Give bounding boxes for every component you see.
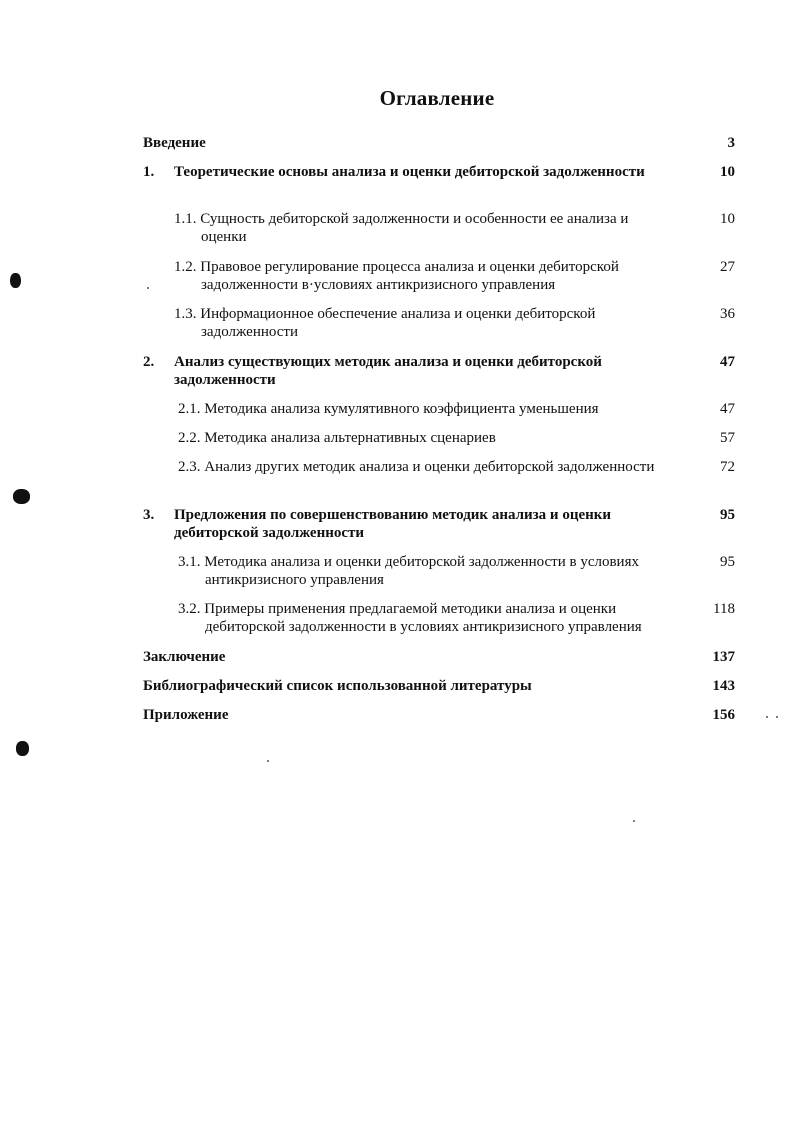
toc-entry-number: 1. xyxy=(143,164,155,180)
toc-entry-title: 3.2. Примеры применения предлагаемой методики анализа и оценки дебиторской задолженности в условиях антикризисного управления xyxy=(178,601,642,635)
toc-entry-introduction[interactable] xyxy=(143,134,735,152)
toc-entry-appendix[interactable] xyxy=(143,706,735,724)
toc-entry-page: 137 xyxy=(712,649,735,665)
toc-entry-section-3-1[interactable] xyxy=(143,553,735,589)
scan-speck xyxy=(776,716,778,718)
toc-entry-title: Библиографический список использованной литературы xyxy=(143,678,532,694)
toc-entry-title: Приложение xyxy=(143,707,229,723)
toc-entry-title: 1.3. Информационное обеспечение анализа и оценки дебиторской задолженности xyxy=(174,306,596,340)
toc-entry-title: 1.1. Сущность дебиторской задолженности и особенности ее анализа и оценки xyxy=(174,211,629,245)
toc-entry-page: 156 xyxy=(712,707,735,723)
toc-entry-title: Предложения по совершенствованию методик анализа и оценки дебиторской задолженности xyxy=(174,507,612,541)
punch-hole-mark xyxy=(13,489,30,504)
toc-entry-title: 2.2. Методика анализа альтернативных сценариев xyxy=(178,430,496,446)
scan-speck xyxy=(267,760,269,762)
toc-entry-page: 143 xyxy=(712,678,735,694)
page-title: Оглавление xyxy=(379,86,495,110)
toc-entry-chapter-1[interactable] xyxy=(143,163,735,181)
toc-entry-section-2-2[interactable] xyxy=(143,429,735,447)
toc-entry-page: 57 xyxy=(720,430,735,446)
toc-entry-section-1-2[interactable] xyxy=(143,258,735,294)
toc-entry-number: 2. xyxy=(143,354,155,370)
punch-hole-mark xyxy=(10,273,21,288)
toc-entry-page: 10 xyxy=(720,211,735,227)
toc-entry-section-3-2[interactable] xyxy=(143,600,735,636)
toc-entry-title: 3.1. Методика анализа и оценки дебиторской задолженности в условиях антикризисного управления xyxy=(178,554,639,588)
toc-entry-page: 95 xyxy=(720,554,735,570)
toc-entry-title: 1.2. Правовое регулирование процесса анализа и оценки дебиторской задолженности в·условиях антикризисного управления xyxy=(174,259,619,293)
toc-entry-chapter-3[interactable] xyxy=(143,506,735,542)
toc-entry-section-2-3[interactable] xyxy=(143,458,735,476)
toc-entry-number: 3. xyxy=(143,507,155,523)
toc-entry-section-1-1[interactable] xyxy=(143,210,735,246)
toc-entry-title: Теоретические основы анализа и оценки дебиторской задолженности xyxy=(174,164,645,180)
scan-speck xyxy=(147,287,149,289)
toc-entry-page: 36 xyxy=(720,306,735,322)
toc-entry-title: Заключение xyxy=(143,649,226,665)
toc-entry-page: 3 xyxy=(727,135,735,151)
toc-entry-page: 118 xyxy=(713,601,735,617)
toc-entry-title: 2.3. Анализ других методик анализа и оценки дебиторской задолженности xyxy=(178,459,655,475)
toc-entry-page: 47 xyxy=(720,401,735,417)
toc-entry-title: Анализ существующих методик анализа и оценки дебиторской задолженности xyxy=(174,354,602,388)
toc-entry-page: 10 xyxy=(720,164,735,180)
toc-entry-section-1-3[interactable] xyxy=(143,305,735,341)
toc-entry-bibliography[interactable] xyxy=(143,677,735,695)
scan-speck xyxy=(766,716,768,718)
toc-entry-page: 27 xyxy=(720,259,735,275)
scan-speck xyxy=(633,820,635,822)
toc-entry-conclusion[interactable] xyxy=(143,648,735,666)
toc-entry-title: 2.1. Методика анализа кумулятивного коэффициента уменьшения xyxy=(178,401,599,417)
toc-entry-title: Введение xyxy=(143,135,206,151)
toc-entry-page: 47 xyxy=(720,354,735,370)
toc-entry-chapter-2[interactable] xyxy=(143,353,735,389)
toc-entry-page: 95 xyxy=(720,507,735,523)
toc-entry-section-2-1[interactable] xyxy=(143,400,735,418)
toc-entry-page: 72 xyxy=(720,459,735,475)
punch-hole-mark xyxy=(16,741,29,756)
